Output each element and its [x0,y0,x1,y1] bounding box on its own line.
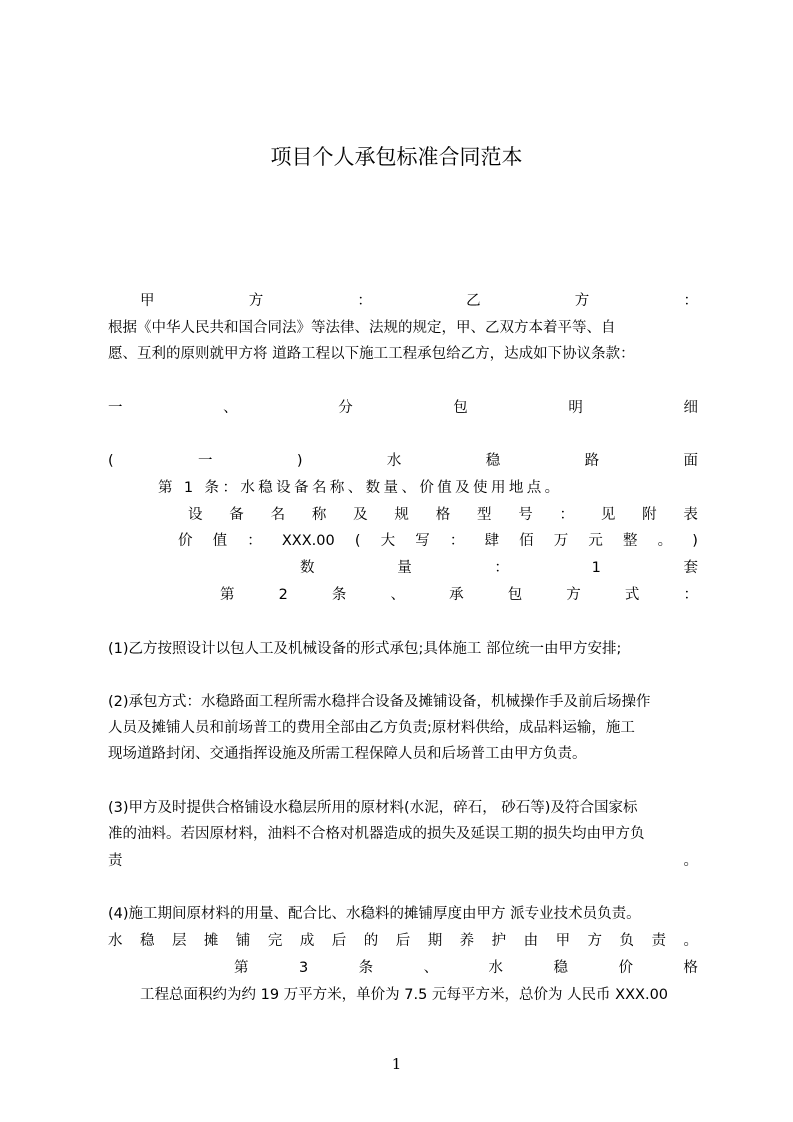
clause-4-char: 水 [108,933,123,949]
spec-char: 规 [394,507,409,523]
quantity-char: 数 [300,560,315,576]
party-a-char-1: 甲 [140,293,155,309]
heading-char: 、 [390,587,406,603]
clause-4-line-2 [108,930,698,952]
spec-char: 附 [642,507,657,523]
value-char: 万 [553,533,569,549]
clause-4-char: 养 [459,933,475,949]
heading-char: 稳 [553,960,568,976]
heading-char: 第 [220,587,235,603]
section-char: 、 [223,400,238,416]
clause-4-char: 的 [363,933,379,949]
spec-char: 见 [600,507,616,523]
section-char: 细 [683,400,698,416]
clause-4-char: 护 [491,933,507,949]
party-a-char-2: 方 [248,293,264,309]
subsection-char: ) [296,453,303,469]
subsection-char: ( [108,453,114,469]
section-char: 一 [108,400,123,416]
clause-4-char: 后 [395,933,411,949]
heading-char: 条 [358,960,374,976]
heading-char: 价 [618,960,633,976]
quantity-char: 1 [591,560,601,576]
section-char: 分 [338,400,353,416]
party-b-char-2: 方 [574,293,590,309]
spec-char: 称 [311,507,327,523]
heading-char: 条 [331,587,347,603]
party-b-char-1: 乙 [466,293,481,309]
spec-char: 及 [353,507,368,523]
subsection-char: 一 [198,453,213,469]
spec-char: 号 [518,507,533,523]
heading-char: 方 [566,587,581,603]
clause-3-line-2: 准的油料。若因原材料，油料不合格对机器造成的损失及延误工期的损失均由甲方负 [108,826,645,842]
quantity-char: 量 [397,560,412,576]
value-char: ： [247,533,262,549]
subsection-char: 稳 [485,453,501,469]
clause-4-char: 成 [299,933,315,949]
clause-2-line-1: (2)承包方式：水稳路面工程所需水稳拌合设备及摊铺设备，机械操作手及前后场操作 [108,694,651,710]
value-char: 佰 [519,533,534,549]
value-char: 写 [415,533,430,549]
spec-char: 表 [683,507,698,523]
heading-char: 包 [507,587,523,603]
clause-4-line-1: (4)施工期间原材料的用量、配合比、水稳料的摊铺厚度由甲方 派专业技术员负责。 [108,906,641,922]
clause-3-line-3 [108,850,698,872]
spec-char: ： [559,507,575,523]
section-char: 包 [453,400,468,416]
heading-char: 3 [298,960,309,976]
clause-3-end-char: 责 [108,853,123,869]
party-b-colon: ： [683,293,698,309]
value-char: 大 [380,533,396,549]
value-char: 价 [178,533,193,549]
clause-3-line-1: (3)甲方及时提供合格铺设水稳层所用的原材料(水泥，碎石， 砂石等)及符合国家标 [108,800,638,816]
spec-char: 名 [270,507,286,523]
clause-4-char: 完 [267,933,283,949]
page-number: 1 [391,1055,402,1073]
heading-char: 、 [423,960,439,976]
value-char: ( [354,533,361,549]
section-heading [108,397,698,419]
heading-char: 格 [683,960,698,976]
subsection-char: 水 [386,453,402,469]
clause-4-char: 后 [331,933,347,949]
article1-quantity [300,557,698,579]
heading-char: 2 [278,587,288,603]
spec-char: 备 [229,507,244,523]
clause-3-end-punct: 。 [683,853,698,869]
intro-line-1: 根据《中华人民共和国合同法》等法律、法规的规定，甲、乙双方本着平等、自 [108,320,616,336]
article3-heading [234,957,698,979]
clause-2-line-2: 人员及摊铺人员和前场普工的费用全部由乙方负责;原材料供给，成品料运输，施工 [108,720,635,736]
value-char: 肆 [484,533,500,549]
heading-char: 式 [624,587,640,603]
quantity-char: 套 [683,560,698,576]
clause-4-char: 方 [587,933,603,949]
section-char: 明 [568,400,583,416]
clause-4-char: 层 [171,933,187,949]
parties-line [140,290,698,312]
article1-heading: 第 1 条：水稳设备名称、数量、价值及使用地点。 [158,480,563,496]
quantity-char: ： [494,560,509,576]
heading-char: 水 [488,960,504,976]
clause-1: (1)乙方按照设计以包人工及机械设备的形式承包;具体施工 部位统一由甲方安排; [108,641,622,657]
article1-value [178,530,698,552]
clause-4-char: 期 [427,933,443,949]
article1-spec [188,504,698,526]
clause-4-char: 稳 [139,933,155,949]
subsection-heading [108,450,698,472]
clause-4-char: 甲 [555,933,571,949]
clause-4-char: 摊 [203,933,219,949]
clause-2-line-3: 现场道路封闭、交通指挥设施及所需工程保障人员和后场普工由甲方负责。 [108,746,587,762]
spec-char: 型 [476,507,492,523]
clause-4-char: 。 [683,933,698,949]
value-char: ： [449,533,465,549]
article3-text: 工程总面积约为约 19 万平方米，单价为 7.5 元每平方米，总价为 人民币 XXX.00 [140,987,669,1003]
spec-char: 格 [435,507,451,523]
heading-char: 承 [449,587,464,603]
value-char: 值 [212,533,228,549]
value-char: 整 [623,533,638,549]
spec-char: 设 [188,507,203,523]
heading-char: ： [683,587,698,603]
clause-4-char: 责 [651,933,666,949]
subsection-char: 路 [584,453,600,469]
clause-4-char: 铺 [235,933,251,949]
page-title: 项目个人承包标准合同范本 [270,145,523,169]
clause-4-char: 负 [619,933,634,949]
party-a-colon: ： [357,293,372,309]
subsection-char: 面 [683,453,698,469]
intro-line-2: 愿、互利的原则就甲方将 道路工程以下施工工程承包给乙方，达成如下协议条款： [108,346,635,362]
value-char: 元 [588,533,603,549]
article2-heading [220,584,698,606]
value-char: ) [692,533,698,549]
clause-4-char: 由 [523,933,539,949]
value-char: 。 [657,533,673,549]
value-amount: XXX.00 [281,533,335,549]
heading-char: 第 [234,960,249,976]
